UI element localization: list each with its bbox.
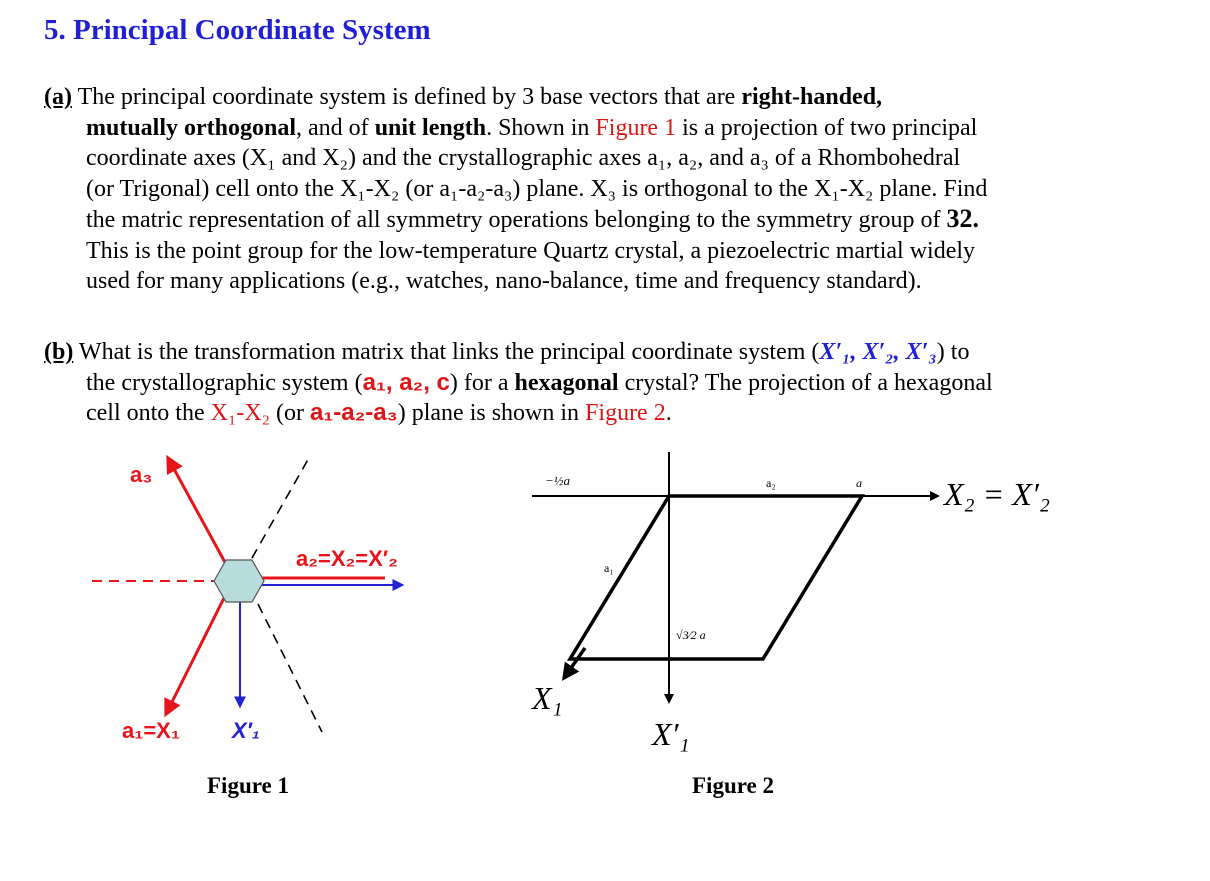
hexagonal-cell-projection (570, 496, 862, 659)
figure-2-caption: Figure 2 (692, 773, 774, 798)
text: (or (270, 400, 311, 426)
text: ) plane is shown in (397, 400, 586, 426)
fig2-label-x1-prime: X′₁ (652, 716, 690, 752)
emphasis: hexagonal (514, 369, 619, 396)
fig2-label-a: a (856, 476, 862, 490)
text: What is the transformation matrix that links the principal coordinate system ( (78, 339, 820, 365)
text: ) for a (449, 369, 515, 396)
x1-x2-plane: X₁-X₂ (210, 400, 271, 426)
text: is a projection of two principal (676, 114, 978, 141)
text: the crystallographic system ( (86, 369, 363, 396)
text: . (665, 400, 672, 426)
text: the matric representation of all symmetry operations belonging to the symmetry group of (86, 207, 947, 233)
a-plane: a₁-a₂-a₃ (310, 399, 398, 426)
figure-1-reference[interactable]: Figure 1 (595, 114, 677, 141)
fig2-label-x2-equals-x2-prime: X₂ = X′₂ (944, 476, 1050, 512)
hexagon-cell (214, 560, 264, 602)
emphasis: unit length (374, 114, 487, 141)
text: cell onto the (86, 400, 211, 426)
text: . Shown in (486, 114, 596, 141)
section-title: 5. Principal Coordinate System (44, 14, 431, 46)
crystal-axes-math: a₁, a₂, c (362, 368, 450, 396)
fig2-label-neg-half-a: −½a (545, 473, 571, 488)
figure-1-caption: Figure 1 (207, 773, 289, 798)
fig1-label-x1-prime: X′₁ (232, 718, 260, 743)
fig2-label-x1: X₁ (532, 680, 563, 716)
fig1-label-a3: a₃ (130, 462, 153, 487)
dashed-diagonal-upper (252, 456, 310, 558)
part-a-label: (a) (44, 84, 72, 110)
figure-2-reference[interactable]: Figure 2 (585, 400, 666, 426)
text: , and of (296, 114, 375, 141)
text: ) to (936, 339, 970, 365)
part-a-line-6: This is the point group for the low-temperature Quartz crystal, a piezoelectric martial widely (86, 237, 976, 264)
a1-axis-arrow (166, 598, 224, 714)
dashed-diagonal-lower (258, 604, 322, 732)
emphasis: mutually orthogonal (86, 114, 297, 141)
point-group-32: 32. (946, 204, 979, 233)
fig2-label-a1: a₁ (604, 561, 614, 575)
fig2-label-a2: a₂ (766, 476, 776, 490)
fig1-label-a2-x2: a₂=X₂=X′₂ (296, 546, 398, 571)
text: The principal coordinate system is defined by 3 base vectors that are (77, 84, 742, 110)
part-b-label: (b) (44, 339, 74, 365)
fig2-label-sqrt3-half-a: √3⁄2 a (676, 628, 706, 642)
fig1-label-a1-x1: a₁=X₁ (122, 718, 180, 743)
principal-axes-math: X′₁, X′₂, X′₃ (819, 339, 937, 365)
part-a-line-4: (or Trigonal) cell onto the X₁-X₂ (or a₁-a₂-a₃) plane. X₃ is orthogonal to the X₁-X₂ plane. Find (86, 175, 988, 202)
text: crystal? The projection of a hexagonal (618, 369, 993, 396)
figure-2-diagram (532, 452, 938, 702)
part-a-line-3: coordinate axes (X₁ and X₂) and the crystallographic axes a₁, a₂, and a₃ of a Rhombohedral (86, 145, 961, 171)
part-a-line-7: used for many applications (e.g., watches, nano-balance, time and frequency standard). (86, 268, 922, 294)
a3-axis-arrow (168, 458, 227, 566)
emphasis: right-handed, (741, 84, 883, 110)
